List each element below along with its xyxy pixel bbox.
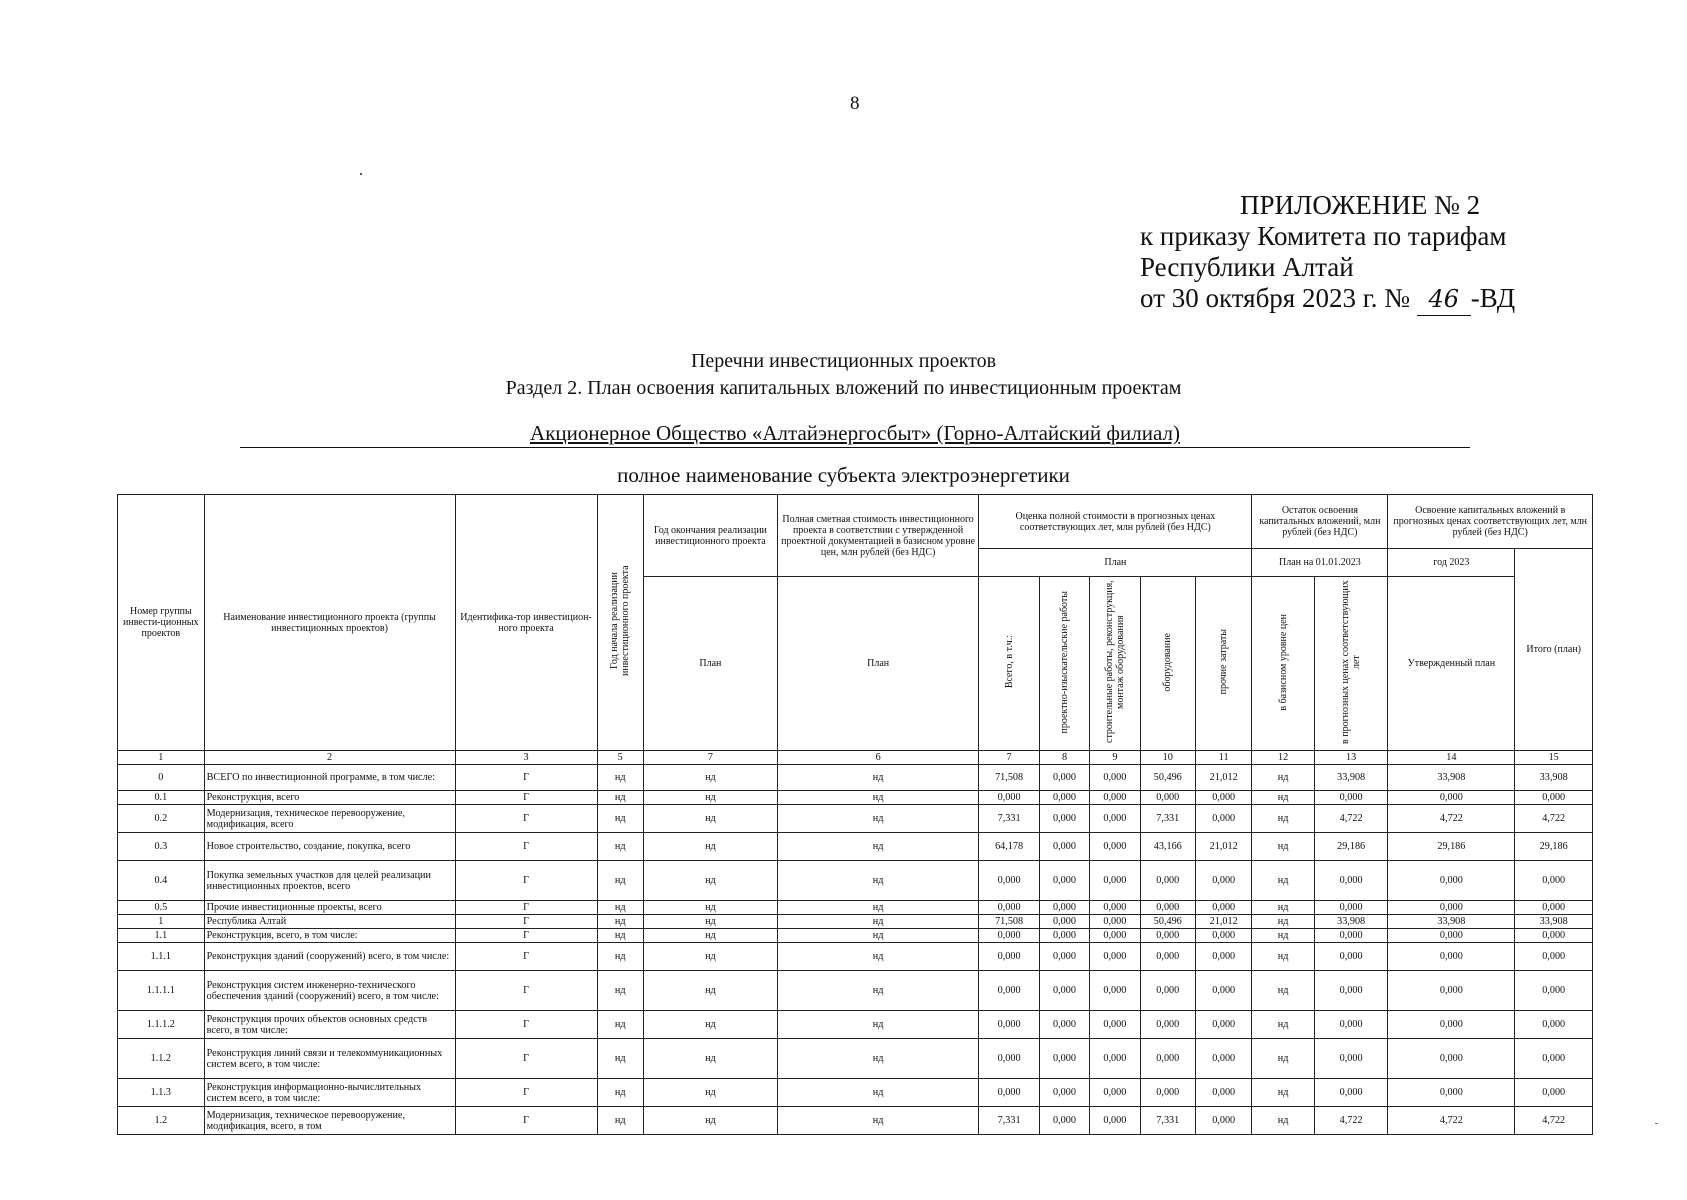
table-cell: 1.1.3 (118, 1079, 205, 1107)
project-name-cell: Новое строительство, создание, покупка, всего (204, 833, 455, 861)
table-cell: 0,000 (1195, 1011, 1251, 1039)
table-cell: 0,000 (1388, 861, 1515, 901)
table-cell: 0,000 (1140, 943, 1195, 971)
table-cell: нд (1252, 765, 1314, 791)
appendix-line-order: к приказу Комитета по тарифам (1140, 221, 1507, 251)
table-cell: 0,000 (1039, 943, 1089, 971)
table-cell: Г (455, 805, 597, 833)
header-base-prices-text: в базисном уровне цен (1277, 613, 1289, 711)
table-cell: 4,722 (1515, 805, 1593, 833)
table-cell: нд (597, 861, 643, 901)
table-cell: 0,000 (1090, 901, 1140, 915)
table-cell: 7,331 (979, 1107, 1039, 1135)
table-cell: Г (455, 861, 597, 901)
table-cell: нд (777, 1079, 979, 1107)
table-cell: 0,000 (1090, 929, 1140, 943)
table-cell: нд (597, 971, 643, 1011)
table-cell: нд (597, 791, 643, 805)
table-cell: 71,508 (979, 765, 1039, 791)
table-cell: 0,000 (979, 929, 1039, 943)
table-cell: нд (643, 833, 777, 861)
table-cell: нд (1252, 915, 1314, 929)
table-cell: нд (777, 1011, 979, 1039)
table-row (118, 861, 1593, 901)
column-number: 7 (979, 751, 1039, 765)
company-name-text: Акционерное Общество «Алтайэнергосбыт» (Горно-Алтайский филиал) (530, 421, 1180, 445)
header-other-text: прочие затраты (1218, 629, 1230, 695)
table-cell: 0.5 (118, 901, 205, 915)
table-cell: нд (643, 915, 777, 929)
table-cell: Г (455, 1079, 597, 1107)
header-year-2023: год 2023 (1388, 549, 1515, 577)
table-cell: 0,000 (1314, 1079, 1388, 1107)
column-number: 10 (1140, 751, 1195, 765)
table-row (118, 1011, 1593, 1039)
column-number: 13 (1314, 751, 1388, 765)
table-cell: нд (643, 1011, 777, 1039)
table-cell: 0,000 (1039, 833, 1089, 861)
handwritten-order-number: 46 (1417, 284, 1471, 316)
table-cell: нд (1252, 1039, 1314, 1079)
table-cell: нд (777, 805, 979, 833)
header-total-incl-text: Всего, в т.ч.: (1003, 635, 1015, 689)
table-cell: 0,000 (1195, 1107, 1251, 1135)
table-cell: 0,000 (979, 791, 1039, 805)
column-number: 1 (118, 751, 205, 765)
table-cell: 0,000 (1314, 901, 1388, 915)
table-cell: нд (597, 929, 643, 943)
table-cell: 0,000 (1039, 765, 1089, 791)
table-cell: 0,000 (979, 901, 1039, 915)
table-cell: 1 (118, 915, 205, 929)
table-cell: 0,000 (1195, 1039, 1251, 1079)
table-cell: нд (777, 791, 979, 805)
appendix-line-republic: Республики Алтай (1140, 252, 1354, 282)
table-cell: 1.1.1 (118, 943, 205, 971)
table-cell: 0,000 (1140, 901, 1195, 915)
table-cell: нд (597, 901, 643, 915)
table-cell: нд (1252, 1079, 1314, 1107)
scan-speck (1655, 1123, 1658, 1124)
table-cell: нд (777, 833, 979, 861)
table-cell: 7,331 (1140, 1107, 1195, 1135)
table-cell: 0,000 (979, 943, 1039, 971)
table-cell: 0,000 (1515, 971, 1593, 1011)
table-cell: нд (597, 765, 643, 791)
table-cell: нд (597, 1011, 643, 1039)
header-forecast-prices (1314, 577, 1388, 751)
project-name-cell: ВСЕГО по инвестиционной программе, в том числе: (204, 765, 455, 791)
table-cell: 33,908 (1388, 915, 1515, 929)
table-cell: нд (777, 1039, 979, 1079)
table-cell: нд (597, 805, 643, 833)
table-cell: нд (597, 915, 643, 929)
table-cell: 0,000 (979, 1079, 1039, 1107)
table-cell: нд (643, 943, 777, 971)
table-cell: нд (643, 1039, 777, 1079)
table-cell: нд (777, 929, 979, 943)
table-cell: 0,000 (1515, 1079, 1593, 1107)
header-project-name: Наименование инвестиционного проекта (группы инвестиционных проектов) (204, 495, 455, 751)
table-cell: 0,000 (1195, 901, 1251, 915)
table-row (118, 805, 1593, 833)
table-cell: нд (643, 929, 777, 943)
company-caption: полное наименование субъекта электроэнергетики (617, 463, 1070, 487)
table-cell: 0,000 (1388, 791, 1515, 805)
table-cell: нд (777, 765, 979, 791)
table-cell: нд (643, 791, 777, 805)
table-cell: 0,000 (1090, 1039, 1140, 1079)
table-cell: 4,722 (1515, 1107, 1593, 1135)
header-plan: План (979, 549, 1252, 577)
table-cell: 0 (118, 765, 205, 791)
table-cell: 0,000 (1388, 943, 1515, 971)
table-body (118, 751, 1593, 1135)
table-cell: 0.4 (118, 861, 205, 901)
column-number: 11 (1195, 751, 1251, 765)
header-group-no: Номер группы инвести-ционных проектов (118, 495, 205, 751)
table-cell: нд (643, 1079, 777, 1107)
table-cell: нд (1252, 791, 1314, 805)
table-cell: нд (1252, 901, 1314, 915)
header-design (1039, 577, 1089, 751)
project-name-cell: Республика Алтай (204, 915, 455, 929)
table-cell: 4,722 (1388, 805, 1515, 833)
header-total-plan: Итого (план) (1515, 549, 1593, 751)
table-cell: 0,000 (1515, 1011, 1593, 1039)
table-cell: 0,000 (1039, 805, 1089, 833)
table-cell: 0,000 (1314, 971, 1388, 1011)
table-row (118, 1079, 1593, 1107)
table-cell: 0,000 (1090, 861, 1140, 901)
table-row (118, 971, 1593, 1011)
table-cell: 0,000 (1314, 929, 1388, 943)
column-number: 2 (204, 751, 455, 765)
project-name-cell: Модернизация, техническое перевооружение, модификация, всего, в том (204, 1107, 455, 1135)
header-remainder: Остаток освоения капитальных вложений, млн рублей (без НДС) (1252, 495, 1388, 549)
table-cell: 0,000 (1090, 791, 1140, 805)
table-cell: 1.1.1.1 (118, 971, 205, 1011)
table-cell: нд (597, 1039, 643, 1079)
table-row (118, 943, 1593, 971)
table-cell: нд (777, 971, 979, 1011)
table-cell: 7,331 (1140, 805, 1195, 833)
header-construction (1090, 577, 1140, 751)
header-full-cost: Полная сметная стоимость инвестиционного проекта в соответствии с утвержденной проектной документацией в базисном уровне цен, млн рублей (без НДС) (777, 495, 979, 577)
table-cell: нд (1252, 971, 1314, 1011)
table-cell: 0,000 (1515, 791, 1593, 805)
table-cell: нд (597, 943, 643, 971)
table-cell: нд (777, 915, 979, 929)
table-cell: Г (455, 1107, 597, 1135)
header-design-text: проектно-изыскательские работы (1059, 590, 1070, 734)
table-cell: 50,496 (1140, 915, 1195, 929)
table-cell: 0,000 (1090, 805, 1140, 833)
project-name-cell: Реконструкция линий связи и телекоммуникационных систем всего, в том числе: (204, 1039, 455, 1079)
table-cell: нд (643, 1107, 777, 1135)
page-number: 8 (850, 93, 860, 114)
table-cell: 0,000 (1140, 1011, 1195, 1039)
table-cell: 64,178 (979, 833, 1039, 861)
table-row (118, 901, 1593, 915)
header-equipment (1140, 577, 1195, 751)
table-cell: 0,000 (1515, 943, 1593, 971)
column-number-row (118, 751, 1593, 765)
project-name-cell: Реконструкция, всего (204, 791, 455, 805)
project-name-cell: Прочие инвестиционные проекты, всего (204, 901, 455, 915)
table-cell: 21,012 (1195, 833, 1251, 861)
table-cell: 0.2 (118, 805, 205, 833)
header-start-year-text: Год начала реализации инвестиционного проекта (609, 565, 632, 677)
table-cell: 1.1.2 (118, 1039, 205, 1079)
table-cell: нд (643, 901, 777, 915)
table-cell: Г (455, 1039, 597, 1079)
table-cell: 0,000 (1140, 971, 1195, 1011)
table-cell: 0,000 (1388, 901, 1515, 915)
table-cell: 0,000 (1140, 1079, 1195, 1107)
table-cell: нд (1252, 861, 1314, 901)
table-cell: 0,000 (1090, 1011, 1140, 1039)
table-row (118, 791, 1593, 805)
table-row (118, 833, 1593, 861)
scan-speck (360, 173, 362, 175)
table-cell: 29,186 (1515, 833, 1593, 861)
table-cell: 0,000 (1195, 943, 1251, 971)
table-cell: Г (455, 971, 597, 1011)
table-cell: Г (455, 1011, 597, 1039)
table-cell: нд (643, 861, 777, 901)
table-cell: Г (455, 833, 597, 861)
header-start-year (597, 495, 643, 751)
company-name (240, 420, 1470, 448)
table-cell: 0,000 (1140, 861, 1195, 901)
table-cell: 0,000 (979, 971, 1039, 1011)
table-cell: Г (455, 943, 597, 971)
table-cell: 0,000 (1314, 943, 1388, 971)
header-base-prices (1252, 577, 1314, 751)
table-cell: нд (597, 1107, 643, 1135)
table-cell: нд (1252, 1011, 1314, 1039)
table-cell: 0,000 (1314, 1039, 1388, 1079)
table-cell: 4,722 (1388, 1107, 1515, 1135)
table-cell: 0,000 (1515, 1039, 1593, 1079)
table-cell: 0,000 (1195, 929, 1251, 943)
header-identifier: Идентифика-тор инвестицион-ного проекта (455, 495, 597, 751)
table-cell: 0,000 (1039, 861, 1089, 901)
table-cell: 0,000 (1314, 1011, 1388, 1039)
table-row (118, 929, 1593, 943)
table-cell: нд (1252, 1107, 1314, 1135)
table-cell: 43,166 (1140, 833, 1195, 861)
header-estimate: Оценка полной стоимости в прогнозных ценах соответствующих лет, млн рублей (без НДС) (979, 495, 1252, 549)
table-cell: 0,000 (1090, 915, 1140, 929)
header-construction-text: строительные работы, реконструкция, монтаж оборудования (1103, 580, 1126, 744)
table-cell: 0,000 (1140, 791, 1195, 805)
table-cell: 0.1 (118, 791, 205, 805)
table-cell: 0,000 (1039, 971, 1089, 1011)
table-cell: 0,000 (1515, 929, 1593, 943)
header-end-year: Год окончания реализации инвестиционного проекта (643, 495, 777, 577)
table-cell: 0,000 (979, 1011, 1039, 1039)
table-cell: 1.1.1.2 (118, 1011, 205, 1039)
table-cell: 0,000 (1090, 971, 1140, 1011)
column-number: 12 (1252, 751, 1314, 765)
table-cell: нд (777, 943, 979, 971)
table-cell: 33,908 (1515, 915, 1593, 929)
table-cell: 4,722 (1314, 1107, 1388, 1135)
table-cell: 0.3 (118, 833, 205, 861)
table-row (118, 1107, 1593, 1135)
table-cell: 7,331 (979, 805, 1039, 833)
table-cell: нд (777, 861, 979, 901)
table-cell: 0,000 (1039, 791, 1089, 805)
table-cell: 33,908 (1388, 765, 1515, 791)
table-cell: 0,000 (1090, 765, 1140, 791)
table-cell: 0,000 (1140, 1039, 1195, 1079)
table-cell: нд (777, 1107, 979, 1135)
header-plan-date: План на 01.01.2023 (1252, 549, 1388, 577)
table-cell: 0,000 (1388, 1079, 1515, 1107)
table-cell: 0,000 (1515, 861, 1593, 901)
table-row (118, 1039, 1593, 1079)
table-cell: 0,000 (1039, 1011, 1089, 1039)
table-cell: нд (597, 1079, 643, 1107)
project-name-cell: Реконструкция прочих объектов основных средств всего, в том числе: (204, 1011, 455, 1039)
header-approved-plan: Утвержденный план (1388, 577, 1515, 751)
table-cell: 0,000 (1388, 1011, 1515, 1039)
table-cell: 0,000 (979, 861, 1039, 901)
column-number: 8 (1039, 751, 1089, 765)
table-cell: Г (455, 765, 597, 791)
table-cell: нд (1252, 805, 1314, 833)
section-title: Раздел 2. План освоения капитальных вложений по инвестиционным проектам (505, 377, 1182, 399)
project-name-cell: Покупка земельных участков для целей реализации инвестиционных проектов, всего (204, 861, 455, 901)
table-row (118, 915, 1593, 929)
column-number: 14 (1388, 751, 1515, 765)
table-cell: 4,722 (1314, 805, 1388, 833)
column-number: 15 (1515, 751, 1593, 765)
table-cell: 33,908 (1515, 765, 1593, 791)
project-name-cell: Реконструкция, всего, в том числе: (204, 929, 455, 943)
table-cell: 29,186 (1388, 833, 1515, 861)
document-title: Перечни инвестиционных проектов (690, 350, 997, 372)
table-cell: Г (455, 901, 597, 915)
table-cell: 0,000 (1195, 971, 1251, 1011)
table-cell: Г (455, 929, 597, 943)
table-cell: 29,186 (1314, 833, 1388, 861)
table-cell: нд (643, 765, 777, 791)
table-cell: 21,012 (1195, 765, 1251, 791)
column-number: 3 (455, 751, 597, 765)
table-cell: 0,000 (1039, 915, 1089, 929)
table-cell: 0,000 (1039, 1107, 1089, 1135)
table-cell: 0,000 (1195, 805, 1251, 833)
table-cell: 33,908 (1314, 765, 1388, 791)
appendix-header (1140, 190, 1515, 316)
table-cell: 0,000 (1314, 861, 1388, 901)
appendix-line-date (1140, 283, 1515, 316)
table-cell: 0,000 (1195, 861, 1251, 901)
table-cell: нд (1252, 943, 1314, 971)
table-cell: 0,000 (1388, 971, 1515, 1011)
appendix-title: ПРИЛОЖЕНИЕ № 2 (1240, 190, 1481, 220)
table-cell: 0,000 (979, 1039, 1039, 1079)
table-cell: 0,000 (1090, 1107, 1140, 1135)
table-cell: нд (643, 971, 777, 1011)
header-total-incl (979, 577, 1039, 751)
table-cell: 0,000 (1314, 791, 1388, 805)
table-cell: нд (643, 805, 777, 833)
header-equipment-text: оборудование (1162, 632, 1174, 692)
table-cell: Г (455, 915, 597, 929)
table-cell: 21,012 (1195, 915, 1251, 929)
column-number: 6 (777, 751, 979, 765)
table-cell: 1.1 (118, 929, 205, 943)
table-cell: 0,000 (1195, 791, 1251, 805)
table-cell: 33,908 (1314, 915, 1388, 929)
table-cell: 0,000 (1140, 929, 1195, 943)
table-cell: нд (597, 833, 643, 861)
column-number: 5 (597, 751, 643, 765)
table-cell: 0,000 (1195, 1079, 1251, 1107)
project-name-cell: Реконструкция зданий (сооружений) всего, в том числе: (204, 943, 455, 971)
table-cell: 0,000 (1388, 1039, 1515, 1079)
table-cell: 0,000 (1039, 1079, 1089, 1107)
table-cell: Г (455, 791, 597, 805)
table-cell: 50,496 (1140, 765, 1195, 791)
table-cell: 1.2 (118, 1107, 205, 1135)
table-cell: 0,000 (1039, 1039, 1089, 1079)
table-cell: 0,000 (1039, 929, 1089, 943)
table-cell: 0,000 (1090, 833, 1140, 861)
table-cell: нд (777, 901, 979, 915)
table-cell: 0,000 (1090, 1079, 1140, 1107)
project-name-cell: Реконструкция систем инженерно-технического обеспечения зданий (сооружений) всего, в том числе: (204, 971, 455, 1011)
table-cell: 0,000 (1388, 929, 1515, 943)
appendix-date-suffix: -ВД (1470, 283, 1516, 313)
investment-table (117, 494, 1593, 1135)
header-other (1195, 577, 1251, 751)
table-cell: нд (1252, 929, 1314, 943)
table-cell: 0,000 (1515, 901, 1593, 915)
column-number: 7 (643, 751, 777, 765)
header-forecast-prices-text: в прогнозных ценах соответствующих лет (1340, 580, 1363, 744)
column-number: 9 (1090, 751, 1140, 765)
header-development: Освоение капитальных вложений в прогнозных ценах соответствующих лет, млн рублей (без НДС) (1388, 495, 1593, 549)
header-full-cost-plan: План (777, 577, 979, 751)
table-cell: 0,000 (1039, 901, 1089, 915)
header-end-year-plan: План (643, 577, 777, 751)
project-name-cell: Модернизация, техническое перевооружение, модификация, всего (204, 805, 455, 833)
table-cell: 71,508 (979, 915, 1039, 929)
appendix-date-prefix: от 30 октября 2023 г. № (1140, 283, 1411, 313)
table-row (118, 765, 1593, 791)
project-name-cell: Реконструкция информационно-вычислительных систем всего, в том числе: (204, 1079, 455, 1107)
table-cell: нд (1252, 833, 1314, 861)
table-cell: 0,000 (1090, 943, 1140, 971)
